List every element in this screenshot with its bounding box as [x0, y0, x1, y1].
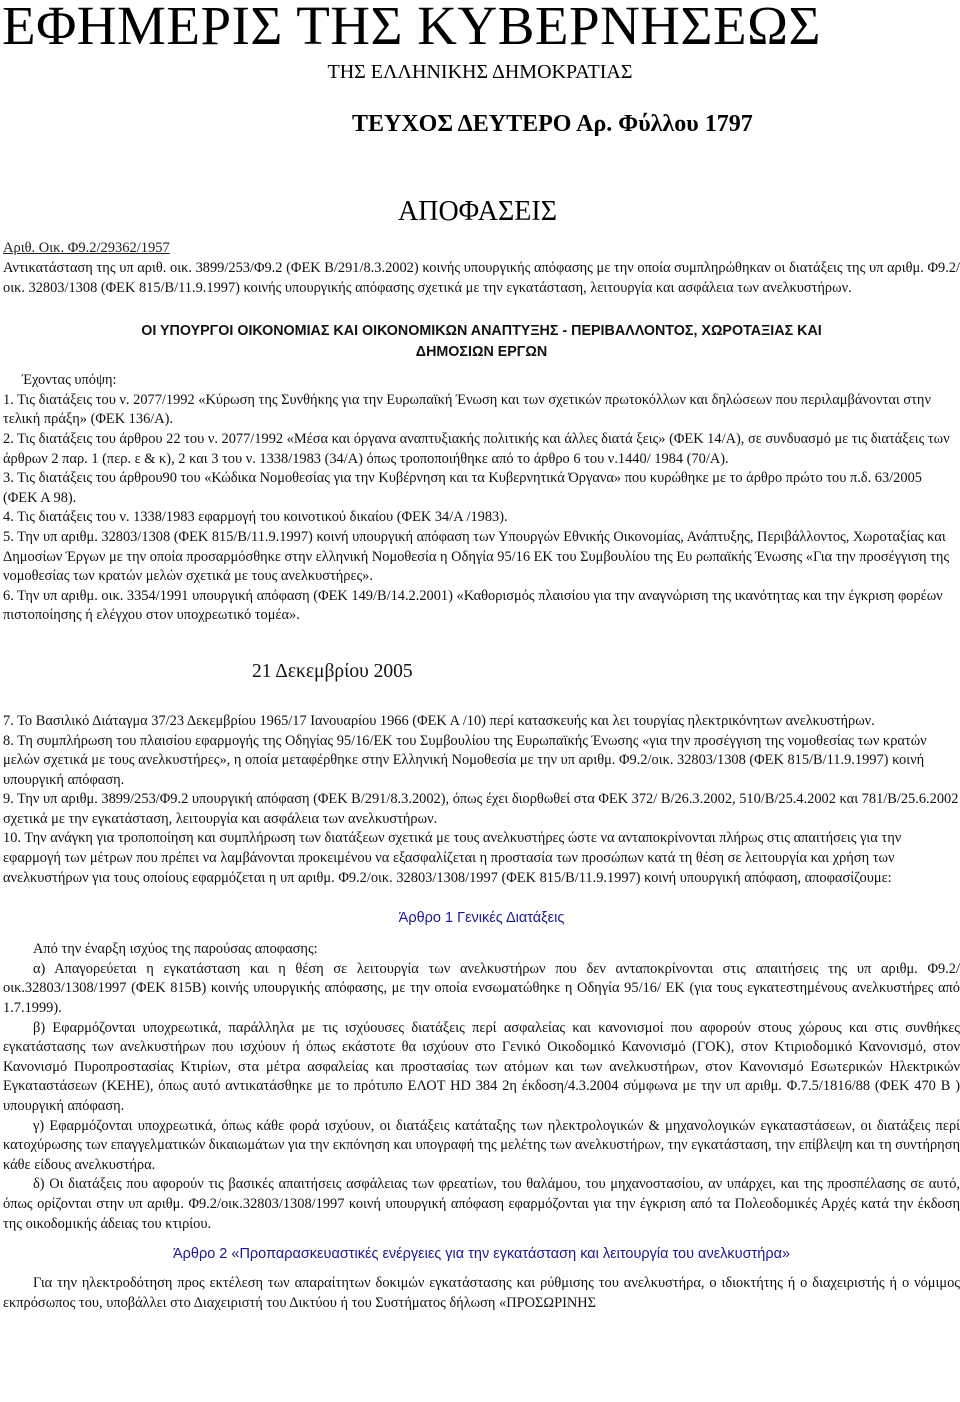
decision-subject: Αντικατάσταση της υπ αριθ. οικ. 3899/253/Φ9.2 (ΦΕΚ Β/291/8.3.2002) κοινής υπουργικής απόφασης με την οποία συμπληρώθηκαν οι διατάξεις της υπ αριθμ. Φ9.2/οικ. 32803/1308 (ΦΕΚ 815/Β/11.9.1997) κοινής υπουργικής απόφασης σχετικά με την εγκατάσταση, λειτουργία και ασφάλεια των ανελκυστήρων. [3, 260, 960, 296]
article1-paragraph: γ) Εφαρμόζονται υποχρεωτικά, όπως κάθε φορά ισχύουν, οι διατάξεις κατάταξης των ηλεκτρολογικών & μηχανολογικών εγκαταστάσεων, οι διατάξεις περί κατοχύρωσης των επαγγελματικών δικαιωμάτων για την εκπόνηση και υπογραφή της μελέτης των ανελκυστήρων, την εγκατάσταση, την επίβλεψη και τη συντήρηση κάθε είδους ανελκυστήρα. [3, 1117, 960, 1173]
ministers-heading-line1: ΟΙ ΥΠΟΥΡΓΟΙ ΟΙΚΟΝΟΜΙΑΣ ΚΑΙ ΟΙΚΟΝΟΜΙΚΩΝ ΑΝΑΠΤΥΞΗΣ - ΠΕΡΙΒΑΛΛΟΝΤΟΣ, ΧΩΡΟΤΑΞΙΑΣ ΚΑΙ [141, 323, 822, 340]
article2-paragraph: Για την ηλεκτροδότηση προς εκτέλεση των απαραίτητων δοκιμών εγκατάστασης και ρύθμισης του ανελκυστήρα, ο ιδιοκτήτης ή ο διαχειριστής ή ο νόμιμος εκπρόσωπος του, υποβάλλει στο Διαχειριστή του Δικτύου ή του Συστήματος δήλωση «ΠΡΟΣΩΡΙΝΗΣ [3, 1275, 960, 1311]
list-item: 2. Τις διατάξεις του άρθρου 22 του ν. 2077/1992 «Μέσα και όργανα αναπτυξιακής πολιτικής και άλλες διατά ξεις» (ΦΕΚ 14/Α), σε συνδυασμό με τις διατάξεις των άρθρων 2 παρ. 1 (περ. ε & κ), 2 και 3 του ν. 1338/1983 (34/Α) όπως τροποποιήθηκε από το άρθρο 6 του ν.1440/ 1984 (70/Α). [3, 430, 950, 467]
decision-date: 21 Δεκεμβρίου 2005 [252, 660, 413, 682]
issue-number: ΤΕΥΧΟΣ ΔΕΥΤΕΡΟ Αρ. Φύλλου 1797 [352, 111, 753, 137]
list-item: 5. Την υπ αριθμ. 32803/1308 (ΦΕΚ 815/Β/11.9.1997) κοινή υπουργική απόφαση των Υπουργών Εθνικής Οικονομίας, Ανάπτυξης, Περιβάλλοντος, Χωροταξίας και Δημοσίων Έργων με την οποία προσαρμόσθηκε στην ελληνική Νομοθεσία η Οδηγία 95/16 ΕΚ του Συμβουλίου της Ευ ρωπαϊκής Ένωσης «Για την προσέγγιση της νομοθεσίας των κρατών μελών σχετικά με τους ανελκυστήρες». [3, 528, 950, 585]
republic-subtitle: ΤΗΣ ΕΛΛΗΝΙΚΗΣ ΔΗΜΟΚΡΑΤΙΑΣ [327, 61, 633, 83]
document-body [3, 259, 960, 1313]
list-item: 10. Την ανάγκη για τροποποίηση και συμπλήρωση των διατάξεων σχετικά με τους ανελκυστήρες ώστε να ανταποκρίνονται πλήρως στις απαιτήσεις για την εφαρμογή των μέτρων που πρέπει να λαμβάνονται προκειμένου να εξασφαλίζεται η προστασία των προσώπων κατά τη θέση σε λειτουργία και χρήση των ανελκυστήρων για τους οποίους εφαρμόζεται η υπ αριθμ. Φ9.2/οικ. 32803/1308/1997 (ΦΕΚ 815/Β/11.9.1997) κοινή υπουργική απόφαση, αποφασίζουμε: [3, 830, 902, 886]
article1-paragraph: δ) Οι διατάξεις που αφορούν τις βασικές απαιτήσεις ασφάλειας των φρεατίων, του θαλάμου, του μηχανοστασίου, αν υπάρχει, και της προσπέλασης σε αυτό, όπως ορίζονται στην υπ αριθμ. Φ9.2/οικ.32803/1308/1997 κοινή υπουργική απόφαση εφαρμόζονται για την έγκριση από τα Πολεοδομικές Αρχές κατά την έκδοση της οικοδομικής άδειας του κτιρίου. [3, 1176, 960, 1232]
decision-reference: Αριθ. Οικ. Φ9.2/29362/1957 [3, 240, 170, 256]
ministers-heading-line2: ΔΗΜΟΣΙΩΝ ΕΡΓΩΝ [415, 344, 548, 361]
list-item: 6. Την υπ αριθμ. οικ. 3354/1991 υπουργική απόφαση (ΦΕΚ 149/Β/14.2.2001) «Καθορισμός πλαισίου για την αναγνώριση της ικανότητας και την έγκριση φορέων πιστοποίησης ή ελέγχου στον υποχρεωτικό τομέα». [3, 587, 943, 624]
article1-paragraph: α) Απαγορεύεται η εγκατάσταση και η θέση σε λειτουργία των ανελκυστήρων πoυ δεν ανταποκρίνονται στις απαιτήσεις της υπ αριθμ. Φ9.2/ οικ.32803/1308/1997 (ΦΕΚ 815Β) κοινής υπουργικής απόφασης, με την οποία ενσωματώθηκε η Οδηγία 95/16/ ΕΚ (για τους εγκατεστημένους ανελκυστήρες από 1.7.1999). [3, 960, 960, 1017]
list-item: 1. Τις διατάξεις του ν. 2077/1992 «Κύρωση της Συνθήκης για την Ευρωπαϊκή Ένωση και των σχετικών πρωτοκόλλων και δηλώσεων που περιλαμβάνονται στην τελική πράξη» (ΦΕΚ 136/Α). [3, 391, 931, 428]
list-item: 9. Την υπ αριθμ. 3899/253/Φ9.2 υπουργική απόφαση (ΦΕΚ Β/291/8.3.2002), όπως έχει διορθωθεί στα ΦΕΚ 372/ Β/26.3.2002, 510/Β/25.4.2002 και 781/Β/25.6.2002 σχετικά με την εγκατάσταση, λειτουργία και ασφάλεια των ανελκυστήρων. [3, 791, 959, 827]
list-item: 8. Τη συμπλήρωση του πλαισίου εφαρμογής της Οδηγίας 95/16/ΕΚ του Συμβουλίου της Ευρωπαϊκής Ένωσης «για την προσέγγιση της νομοθεσίας των κρατών μελών σχετικά με τους ανελκυστήρες», η οποία μεταφέρθηκε στην Ελληνική Νομοθεσία με την υπ αριθμ. Φ9.2/οικ. 32803/1308 (ΦΕΚ 815/Β/11.9.1997) κοινή υπουργική απόφαση. [3, 732, 927, 788]
ministers-heading [3, 321, 960, 363]
article1-paragraph: β) Εφαρμόζονται υποχρεωτικά, παράλληλα με τις ισχύουσες διατάξεις περί ασφαλείας και κανονισμοί που αφορούν στους χώρους και στις συνθήκες εγκατάστασης των ανελκυστήρων που ισχύουν ή όπως εκάστοτε θα ισχύουν στο Γενικό Οικοδομικό Κανονισμό (ΓΟΚ), στον Κτιριοδομικό Κανονισμό, στον Κανονισμό Πυροπροστασίας Κτιρίων, στα μέτρα ασφαλείας και προστασίας των ατόμων και των ανελκυστήρων, στον Κανονισμό Εσωτερικών Ηλεκτρικών Εγκαταστάσεων (ΚΕΗΕ), όπως αυτό αντικατάσθηκε με το πρότυπο ΕΛΟΤ HD 384 2η έκδοση/4.3.2004 σύμφωνα με την υπ αριθμ. Φ.7.5/1816/88 (ΦΕΚ 470 Β ) υπουργική απόφαση. [3, 1019, 960, 1114]
list-item: 7. Το Βασιλικό Διάταγμα 37/23 Δεκεμβρίου 1965/17 Ιανουαρίου 1966 (ΦΕΚ Α /10) περί κατασκευής και λει τουργίας ηλεκτρικόνητων ανελκυστήρων. [3, 712, 875, 729]
list-item: 3. Τις διατάξεις του άρθρου90 του «Κώδικα Νομοθεσίας για την Κυβέρνηση και τα Κυβερνητικά Όργανα» που κυρώθηκε με το άρθρο πρώτο του π.δ. 63/2005 (ΦΕΚ Α 98). [3, 470, 922, 506]
article1-title: Άρθρο 1 Γενικές Διατάξεις [398, 910, 565, 927]
considering-label: Έχοντας υπόψη: [22, 372, 117, 389]
gazette-masthead: ΕΦΗΜΕΡΙΣ ΤΗΣ ΚΥΒΕΡΝΗΣΕΩΣ [2, 0, 822, 56]
article1-intro: Από την έναρξη ισχύος της παρούσας αποφασης: [33, 941, 318, 958]
article2-title: Άρθρο 2 «Προπαρασκευαστικές ενέργειες για την εγκατάσταση και λειτουργία του ανελκυστήρα» [172, 1246, 791, 1263]
section-title: ΑΠΟΦΑΣΕΙΣ [398, 196, 558, 227]
list-item: 4. Τις διατάξεις του ν. 1338/1983 εφαρμογή του κοινοτικού δικαίου (ΦΕΚ 34/Α /1983). [3, 509, 508, 526]
